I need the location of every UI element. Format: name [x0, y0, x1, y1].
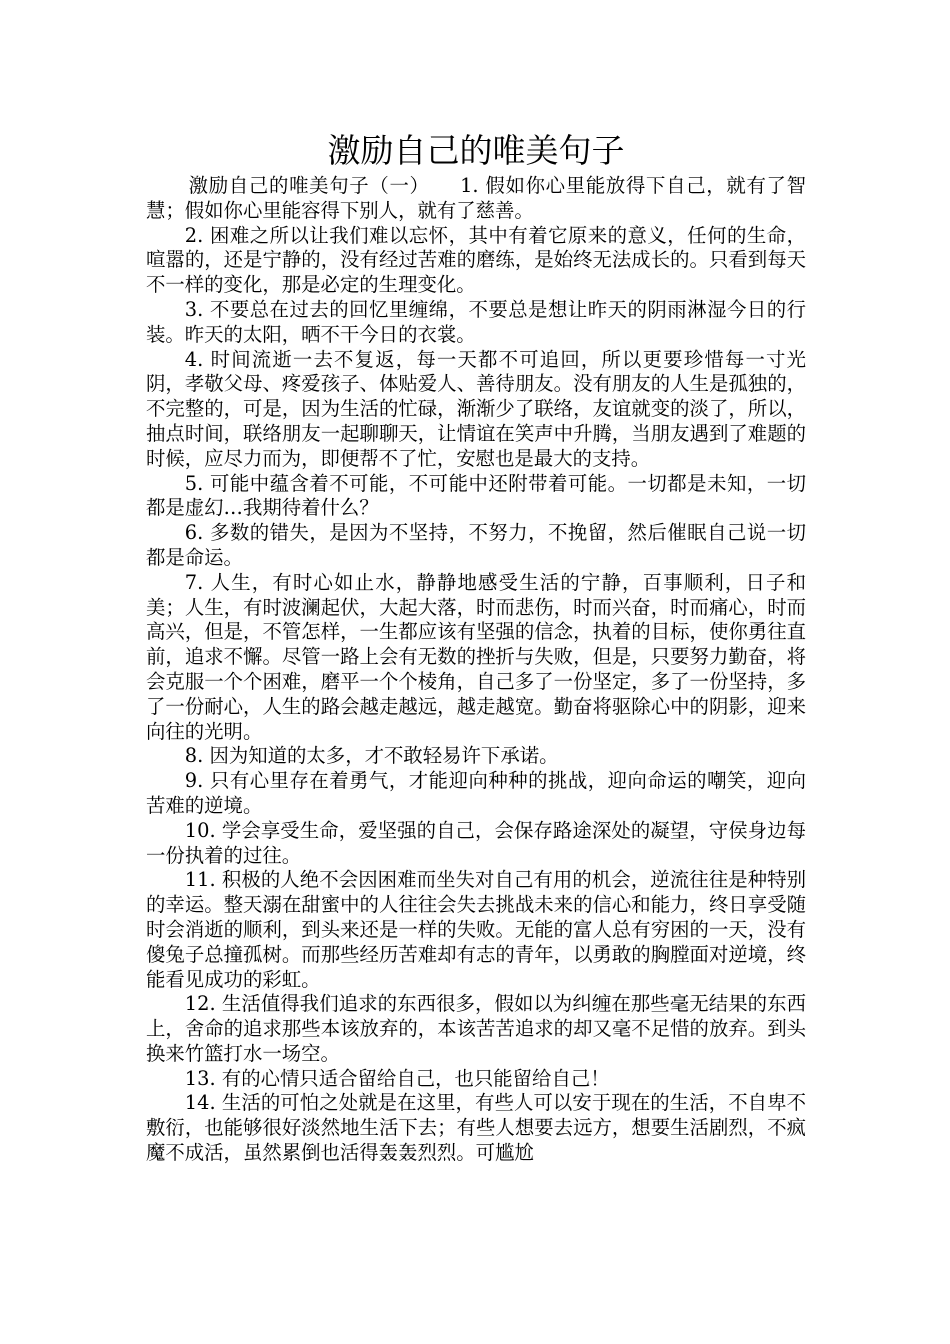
paragraph-9: 9. 只有心里存在着勇气，才能迎向种种的挑战，迎向命运的嘲笑，迎向苦难的逆境。 — [146, 769, 806, 817]
paragraph-7: 7. 人生，有时心如止水，静静地感受生活的宁静，百事顺利，日子和美；人生，有时波澜起伏，大起大落，时而悲伤，时而兴奋，时而痛心，时而高兴，但是，不管怎样，一生都应该有坚强的信念，执着的目标，使你勇往直前，追求不懈。尽管一路上会有无数的挫折与失败，但是，只要努力勤奋，将会克服一个个困难，磨平一个个棱角，自己多了一份坚定，多了一份坚持，多了一份耐心，人生的路会越走越远，越走越宽。勤奋将驱除心中的阴影，迎来向往的光明。 — [146, 570, 806, 743]
paragraph-10: 10. 学会享受生命，爱坚强的自己，会保存路途深处的凝望，守侯身边每一份执着的过往。 — [146, 818, 806, 867]
paragraph-13: 13. 有的心情只适合留给自己，也只能留给自己！ — [184, 1066, 610, 1090]
document-page — [146, 128, 806, 1166]
paragraph-11: 11. 积极的人绝不会因困难而坐失对自己有用的机会，逆流往往是种特别的幸运。整天溺在甜蜜中的人往往会失去挑战未来的信心和能力，终日享受随时会消逝的顺利，到头来还是一样的失败。无能的富人总有穷困的一天，没有傻兔子总撞孤树。而那些经历苦难却有志的青年，以勇敢的胸膛面对逆境，终能看见成功的彩虹。 — [146, 868, 806, 991]
paragraph-4: 4. 时间流逝一去不复返，每一天都不可追回，所以更要珍惜每一寸光阴，孝敬父母、疼爱孩子、体贴爱人、善待朋友。没有朋友的人生是孤独的，不完整的，可是，因为生活的忙碌，渐渐少了联络，友谊就变的淡了，所以，抽点时间，联络朋友一起聊聊天，让情谊在笑声中升腾，当朋友遇到了难题的时候，应尽力而为，即便帮不了忙，安慰也是最大的支持。 — [146, 347, 806, 470]
paragraph-3: 3. 不要总在过去的回忆里缠绵，不要总是想让昨天的阴雨淋湿今日的行装。昨天的太阳，晒不干今日的衣裳。 — [146, 297, 806, 346]
paragraph-6: 6. 多数的错失，是因为不坚持，不努力，不挽留，然后催眠自己说一切都是命运。 — [146, 521, 806, 569]
paragraph-8: 8. 因为知道的太多，才不敢轻易许下承诺。 — [184, 744, 559, 768]
document-title: 激励自己的唯美句子 — [327, 131, 625, 170]
paragraph-12: 12. 生活值得我们追求的东西很多，假如以为纠缠在那些毫无结果的东西上，舍命的追求那些本该放弃的，本该苦苦追求的却又毫不足惜的放弃。到头换来竹篮打水一场空。 — [146, 992, 806, 1065]
paragraph-5: 5. 可能中蕴含着不可能，不可能中还附带着可能。一切都是未知，一切都是虚幻…我期待着什么？ — [146, 471, 806, 520]
paragraph-2: 2. 困难之所以让我们难以忘怀，其中有着它原来的意义，任何的生命，喧嚣的，还是宁静的，没有经过苦难的磨练，是始终无法成长的。只看到每天不一样的变化，那是必定的生理变化。 — [146, 223, 806, 297]
paragraph-1: 激励自己的唯美句子（一） 1. 假如你心里能放得下自己，就有了智慧；假如你心里能容得下别人，就有了慈善。 — [146, 174, 806, 222]
paragraph-14: 14. 生活的可怕之处就是在这里，有些人可以安于现在的生活，不自卑不敷衍，也能够很好淡然地生活下去；有些人想要去远方，想要生活剧烈，不疯魔不成活，虽然累倒也活得轰轰烈烈。可尴尬 — [146, 1091, 806, 1165]
